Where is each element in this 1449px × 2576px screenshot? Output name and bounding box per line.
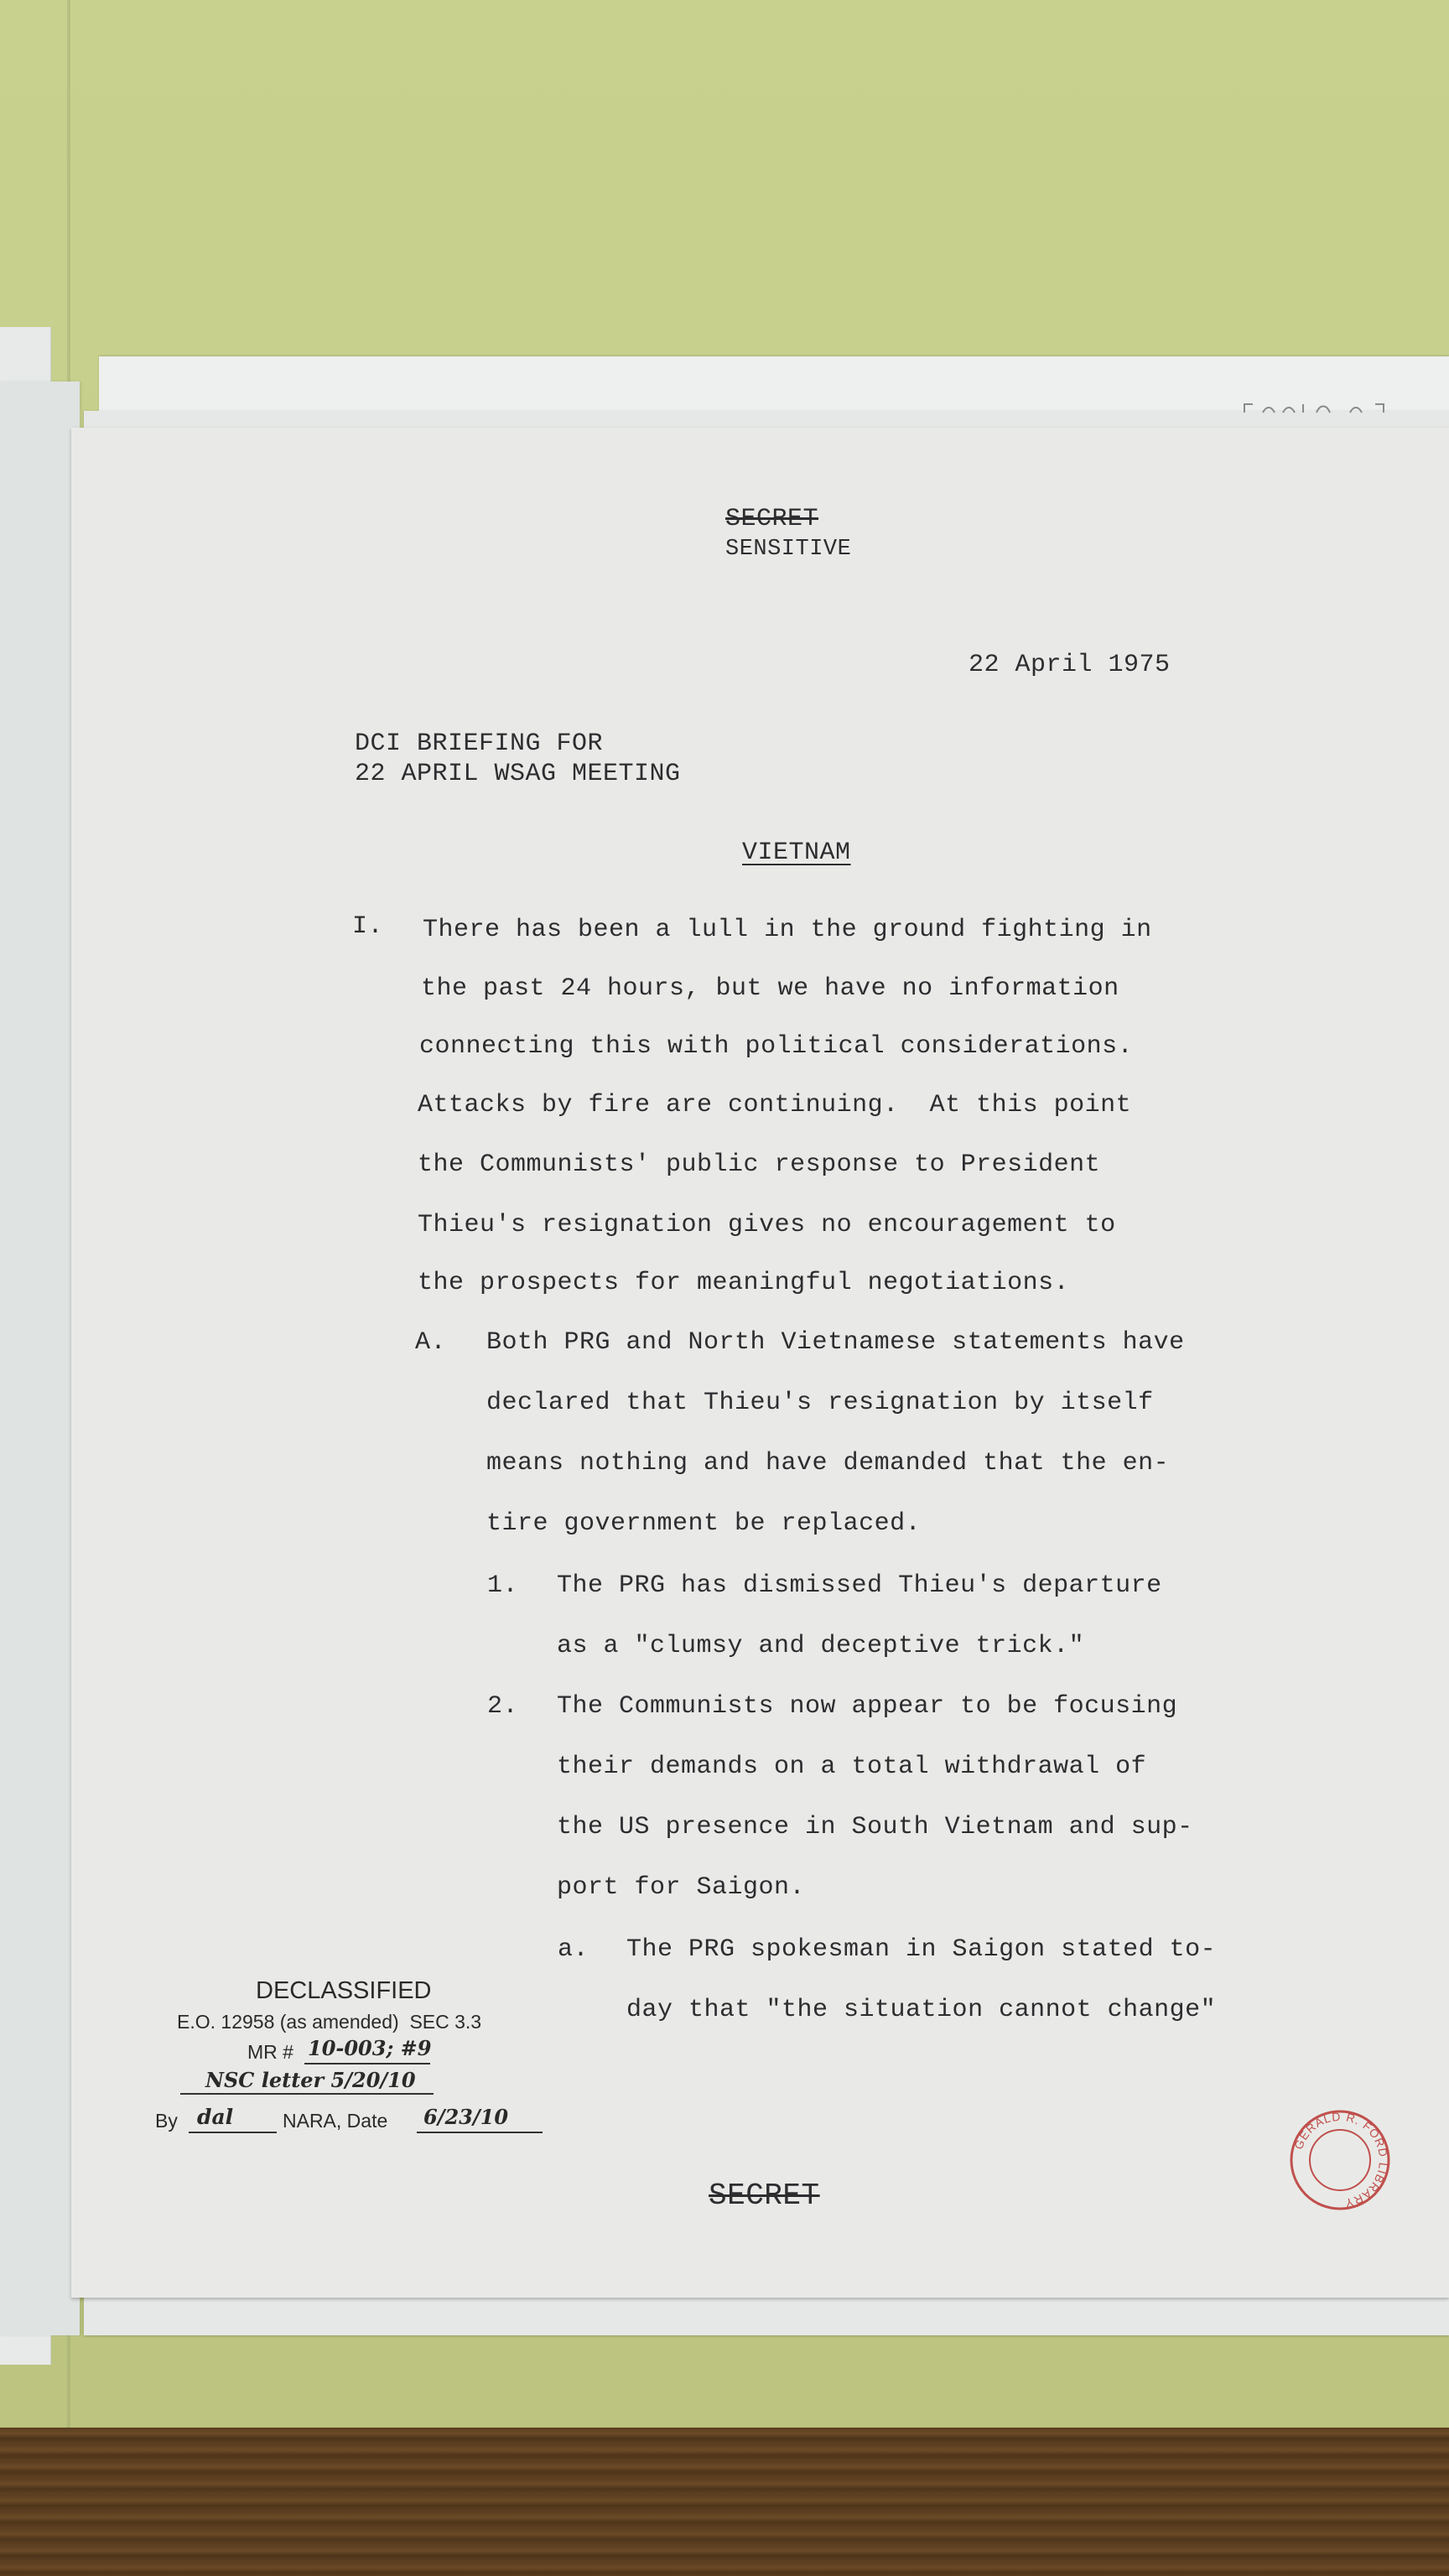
declassified-mr-value: 10-003; #9	[308, 2036, 432, 2060]
item-a-marker: a.	[558, 1935, 589, 1964]
item-2-line: The Communists now appear to be focusing	[557, 1692, 1178, 1721]
section-a-marker: A.	[415, 1328, 447, 1357]
document-page	[71, 428, 1449, 2298]
document-date: 22 April 1975	[969, 651, 1171, 679]
declassified-title: DECLASSIFIED	[256, 1977, 432, 2004]
declassified-nara-label: NARA, Date	[283, 2110, 388, 2132]
item-a-line: day that "the situation cannot change"	[626, 1996, 1217, 2024]
declassified-nsc-value: NSC letter 5/20/10	[205, 2068, 416, 2092]
item-a-line: The PRG spokesman in Saigon stated to-	[626, 1935, 1217, 1964]
briefing-title-line2: 22 APRIL WSAG MEETING	[355, 760, 681, 788]
briefing-title-line1: DCI BRIEFING FOR	[355, 730, 604, 758]
section-a-line: Both PRG and North Vietnamese statements have	[486, 1328, 1185, 1357]
nsc-underline	[180, 2093, 434, 2095]
section-i-marker: I.	[352, 912, 384, 941]
wooden-desk	[0, 2428, 1449, 2576]
section-i-line: There has been a lull in the ground fighting in	[423, 916, 1152, 944]
corner-pencil-mark	[1241, 394, 1400, 423]
classification-secret-bottom: SECRET	[709, 2179, 820, 2213]
declassified-by-value: dal	[197, 2105, 234, 2129]
section-i-line: Thieu's resignation gives no encouragement to	[418, 1211, 1116, 1239]
item-1-line: The PRG has dismissed Thieu's departure	[557, 1571, 1162, 1600]
declassified-date-value: 6/23/10	[423, 2105, 509, 2129]
section-a-line: tire government be replaced.	[486, 1509, 922, 1538]
declassified-eo-line: E.O. 12958 (as amended) SEC 3.3	[177, 2011, 482, 2033]
section-title-vietnam: VIETNAM	[742, 839, 851, 867]
declassified-by-label: By	[155, 2110, 178, 2132]
section-i-line: the Communists' public response to President	[418, 1150, 1101, 1179]
section-i-line: the prospects for meaningful negotiations.	[418, 1269, 1070, 1297]
background-sheet-left-inner	[0, 382, 80, 2335]
item-1-line: as a "clumsy and deceptive trick."	[557, 1632, 1085, 1660]
mr-underline	[304, 2063, 430, 2064]
date-underline	[417, 2132, 543, 2133]
item-2-line: their demands on a total withdrawal of	[557, 1753, 1147, 1781]
by-underline	[189, 2132, 277, 2133]
classification-secret-top: SECRET	[725, 505, 819, 533]
section-i-line: connecting this with political considerations.	[419, 1032, 1134, 1061]
item-1-marker: 1.	[487, 1571, 519, 1600]
section-i-line: Attacks by fire are continuing. At this point	[418, 1091, 1132, 1119]
section-a-line: declared that Thieu's resignation by itself	[486, 1389, 1154, 1417]
section-i-line: the past 24 hours, but we have no information	[421, 974, 1119, 1003]
item-2-line: port for Saigon.	[557, 1873, 806, 1902]
item-2-line: the US presence in South Vietnam and sup-	[557, 1813, 1193, 1841]
declassified-mr-label: MR #	[247, 2041, 293, 2063]
stamp-text: GERALD R. FORD LIBRARY	[1291, 2109, 1391, 2210]
ford-library-stamp	[1286, 2106, 1394, 2214]
classification-sensitive: SENSITIVE	[725, 537, 852, 562]
item-2-marker: 2.	[487, 1692, 519, 1721]
section-a-line: means nothing and have demanded that the en-	[486, 1449, 1170, 1478]
